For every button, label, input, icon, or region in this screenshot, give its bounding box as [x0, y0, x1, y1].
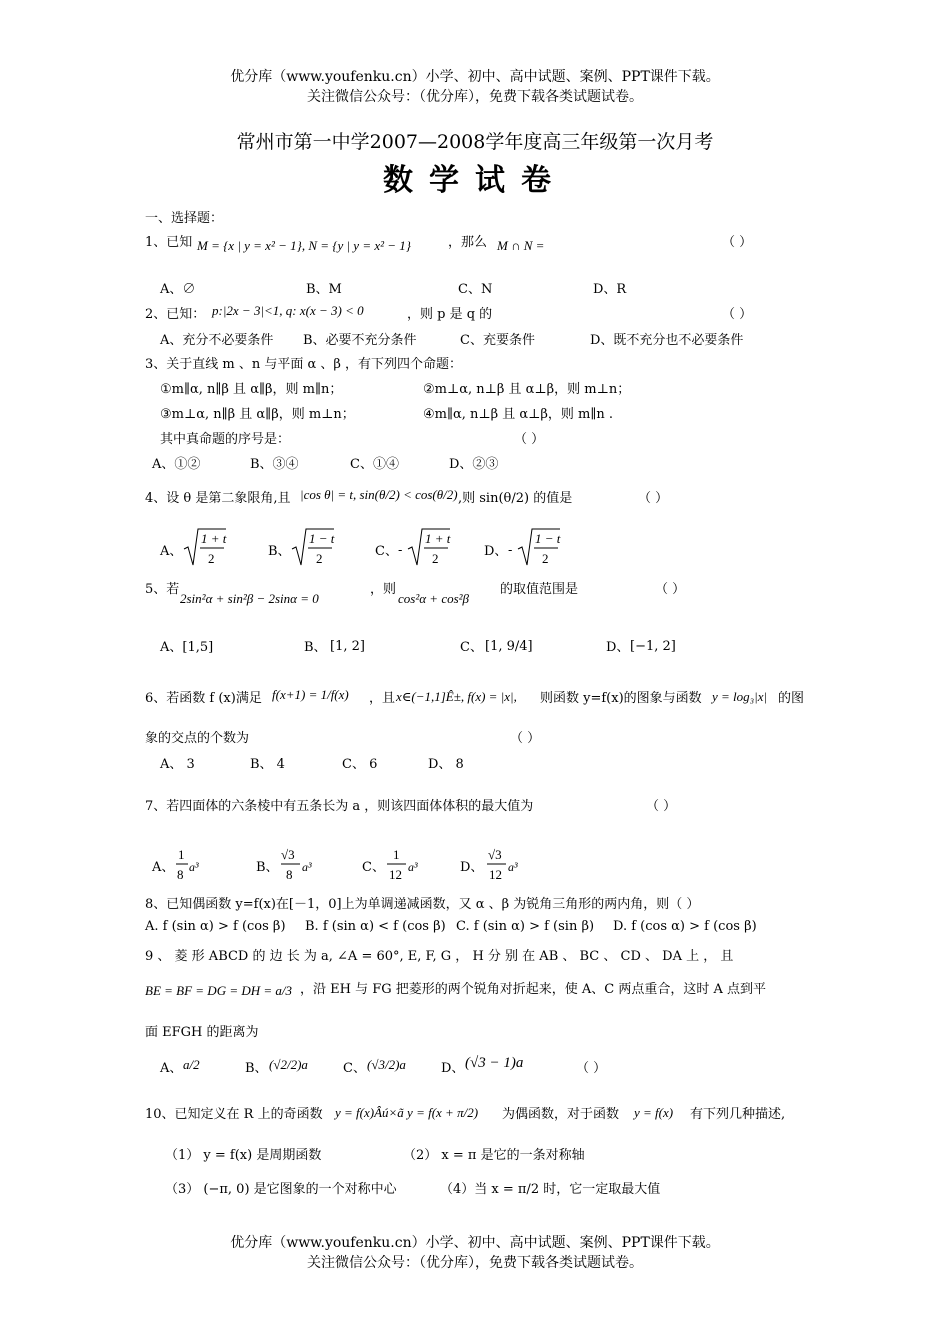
q1-option-a: A、∅ — [160, 282, 196, 297]
q10-option-4: （4）当 x = π/2 时，它一定取最大值 — [440, 1182, 661, 1197]
q7-option-c: C、 — [362, 860, 385, 875]
q2-option-a: A、充分不必要条件 — [160, 333, 274, 348]
q7-c-num: 1 — [393, 847, 400, 862]
q7-a-a3: a³ — [189, 860, 199, 874]
q5-tail: 的取值范围是 — [500, 582, 579, 597]
q6-stem: 6、若函数 f (x)满足 — [145, 691, 262, 706]
q3-prop-3: ③m⊥α, n∥β 且 α∥β，则 m⊥n； — [160, 407, 355, 422]
q4-c-num: 1 + t — [425, 531, 451, 546]
q5-paren: （ ） — [655, 582, 686, 597]
q4-c-neg: - — [398, 543, 403, 558]
q10-tail: 有下列几种描述, — [690, 1107, 786, 1122]
q7-d-den: 12 — [489, 867, 502, 882]
q3-prop-4: ④m∥α, n⊥β 且 α⊥β，则 m∥n . — [423, 407, 614, 422]
q6-math2: x∈(−1,1]Ê±, f(x) = |x|, — [396, 689, 517, 704]
q5-option-d-value: [−1, 2] — [630, 639, 676, 654]
q6-option-c: C、 6 — [342, 757, 378, 772]
q7-option-c-frac — [384, 845, 429, 885]
q10-mid: 为偶函数，对于函数 — [502, 1107, 620, 1122]
q1-stem: 1、已知 — [145, 235, 193, 250]
q8-option-c: C. f (sin α) > f (sin β) — [456, 919, 595, 934]
q4-stem: 4、设 θ 是第二象限角,且 — [145, 491, 291, 506]
q9-option-a-value: a/2 — [183, 1057, 200, 1072]
q7-b-num: √3 — [281, 847, 295, 862]
q7-stem: 7、若四面体的六条棱中有五条长为 a ，则该四面体体积的最大值为 — [145, 799, 534, 814]
q4-c-den: 2 — [432, 551, 439, 566]
q4-option-d: D、 — [484, 544, 508, 559]
q8-option-d: D. f (cos α) > f (cos β) — [613, 919, 757, 934]
q9-math: BE = BF = DG = DH = a/3 — [145, 983, 293, 998]
q8-option-b: B. f (sin α) < f (cos β) — [305, 919, 446, 934]
q2-tail: ，则 p 是 q 的 — [407, 307, 493, 322]
exam-title: 常州市第一中学2007—2008学年度高三年级第一次月考 — [236, 131, 714, 153]
q4-a-num: 1 + t — [201, 531, 227, 546]
q5-option-b: B、 — [304, 640, 327, 655]
q4-a-den: 2 — [208, 551, 215, 566]
q6-paren: （ ） — [510, 731, 541, 746]
q7-d-a3: a³ — [508, 860, 518, 874]
q6-tail: 则函数 y=f(x)的图象与函数 — [540, 691, 702, 706]
q4-option-d-radical — [516, 525, 561, 570]
q6-math: f(x+1) = 1/f(x) — [272, 687, 349, 702]
q9-option-b: B、 — [245, 1061, 268, 1076]
q8-stem: 8、已知偶函数 y=f(x)在[－1，0]上为单调递减函数，又 α 、β 为锐角三角形的两内角，则（ ） — [145, 897, 700, 912]
q4-paren: （ ） — [638, 491, 669, 506]
q1-math2: M ∩ N = — [497, 238, 545, 253]
q6-option-d: D、 8 — [428, 757, 464, 772]
q7-a-num: 1 — [178, 847, 185, 862]
q9-option-c: C、 — [343, 1061, 366, 1076]
q3-prop-2: ②m⊥α, n⊥β 且 α⊥β，则 m⊥n； — [423, 382, 631, 397]
q2-option-d: D、既不充分也不必要条件 — [590, 333, 744, 348]
header-line1: 优分库（www.youfenku.cn）小学、初中、高中试题、案例、PPT课件下载。 — [230, 69, 720, 85]
q9-option-d-value: (√3 − 1)a — [465, 1055, 524, 1071]
q4-option-b-radical — [290, 525, 335, 570]
q7-option-b-frac — [278, 845, 323, 885]
q2-stem: 2、已知： — [145, 307, 206, 322]
q2-math: p:|2x − 3|<1, q: x(x − 3) < 0 — [212, 303, 364, 318]
q7-c-a3: a³ — [408, 860, 418, 874]
q7-option-d-frac — [484, 845, 529, 885]
q10-option-1: （1） y = f(x) 是周期函数 — [165, 1148, 322, 1163]
q3-prop-1: ①m∥α, n∥β 且 α∥β，则 m∥n； — [160, 382, 343, 397]
q9-line3: 面 EFGH 的距离为 — [145, 1025, 259, 1040]
q4-d-neg: - — [508, 543, 513, 558]
q5-math2: cos²α + cos²β — [398, 591, 470, 606]
q5-option-c: C、 — [460, 640, 483, 655]
q7-b-den: 8 — [286, 867, 293, 882]
q6-tail2: 的图 — [778, 691, 805, 706]
q5-math: 2sin²α + sin²β − 2sinα = 0 — [180, 591, 319, 606]
q4-math: |cos θ| = t, sin(θ/2) < cos(θ/2) — [300, 487, 458, 502]
q5-stem: 5、若 — [145, 582, 180, 597]
header-line2: 关注微信公众号：（优分库），免费下载各类试题试卷。 — [307, 89, 643, 105]
q3-option-b: B、③④ — [250, 457, 299, 472]
q9-option-d: D、 — [441, 1061, 465, 1076]
q7-b-a3: a³ — [302, 860, 312, 874]
q10-math: y = f(x)Âú×ã y = f(x + π/2) — [335, 1105, 479, 1120]
q9-option-b-value: (√2/2)a — [269, 1057, 308, 1072]
q4-d-den: 2 — [542, 551, 549, 566]
q5-option-c-value: [1, 9/4] — [485, 639, 533, 654]
q7-paren: （ ） — [646, 799, 677, 814]
q4-option-a-radical — [182, 525, 227, 570]
footer-line2: 关注微信公众号：（优分库），免费下载各类试题试卷。 — [307, 1255, 643, 1271]
q3-option-d: D、②③ — [449, 457, 499, 472]
q7-option-d: D、 — [460, 860, 484, 875]
q5-option-b-value: [1, 2] — [330, 639, 365, 654]
q4-b-num: 1 − t — [309, 531, 335, 546]
q10-option-3: （3） (−π, 0) 是它图象的一个对称中心 — [165, 1182, 397, 1197]
q7-c-den: 12 — [389, 867, 402, 882]
q2-option-c: C、充要条件 — [460, 333, 535, 348]
q8-option-a: A. f (sin α) > f (cos β) — [145, 919, 286, 934]
q4-option-b: B、 — [268, 544, 291, 559]
q7-option-b: B、 — [256, 860, 279, 875]
q4-option-a: A、 — [160, 544, 183, 559]
q3-option-c: C、①④ — [350, 457, 399, 472]
q7-option-a: A、 — [152, 860, 175, 875]
q9-line2: ，沿 EH 与 FG 把菱形的两个锐角对折起来，使 A、C 两点重合，这时 A 点到平 — [300, 982, 767, 997]
q5-mid: ，则 — [370, 582, 397, 597]
q4-option-c-radical — [406, 525, 451, 570]
q10-math2: y = f(x) — [634, 1105, 674, 1120]
q9-option-a: A、 — [160, 1061, 183, 1076]
q1-option-d: D、R — [593, 282, 627, 297]
q1-option-c: C、N — [458, 282, 493, 297]
q9-line1: 9 、 菱 形 ABCD 的 边 长 为 a, ∠A = 60°, E, F, G ， H 分 别 在 AB 、 BC 、 CD 、 DA 上 ， 且 — [145, 949, 734, 964]
q6-option-a: A、 3 — [160, 757, 195, 772]
q2-paren: （ ） — [722, 307, 753, 322]
exam-subtitle: 数学试卷 — [383, 163, 567, 198]
q7-option-a-frac — [172, 845, 212, 885]
q6-line2: 象的交点的个数为 — [145, 731, 250, 746]
footer-line1: 优分库（www.youfenku.cn）小学、初中、高中试题、案例、PPT课件下载。 — [230, 1235, 720, 1251]
q4-d-num: 1 − t — [535, 531, 561, 546]
q1-option-b: B、M — [306, 282, 342, 297]
q3-paren: （ ） — [514, 432, 545, 447]
q1-math: M = {x | y = x² − 1}, N = {y | y = x² − 1} — [197, 238, 411, 253]
q4-tail: ,则 sin(θ/2) 的值是 — [458, 491, 573, 506]
q2-option-b: B、必要不充分条件 — [303, 333, 417, 348]
section-heading: 一、选择题： — [145, 211, 224, 226]
q6-option-b: B、 4 — [250, 757, 285, 772]
q1-tail: ，那么 — [448, 235, 488, 250]
q6-math3: y = log₃|x| — [712, 689, 768, 704]
q7-a-den: 8 — [177, 867, 184, 882]
q5-option-d: D、 — [606, 640, 630, 655]
q4-b-den: 2 — [316, 551, 323, 566]
q10-stem: 10、已知定义在 R 上的奇函数 — [145, 1107, 323, 1122]
q3-stem: 3、关于直线 m 、n 与平面 α 、β ，有下列四个命题： — [145, 357, 463, 372]
q9-paren: （ ） — [576, 1061, 607, 1076]
q7-d-num: √3 — [488, 847, 502, 862]
q1-paren: （ ） — [722, 235, 753, 250]
q3-option-a: A、①② — [152, 457, 201, 472]
q4-option-c: C、 — [375, 544, 398, 559]
q9-option-c-value: (√3/2)a — [367, 1057, 406, 1072]
q10-option-2: （2） x = π 是它的一条对称轴 — [403, 1148, 585, 1163]
q5-option-a: A、[1,5] — [160, 640, 214, 655]
q6-mid: ，且 — [369, 691, 396, 706]
q3-ask: 其中真命题的序号是： — [160, 432, 291, 447]
